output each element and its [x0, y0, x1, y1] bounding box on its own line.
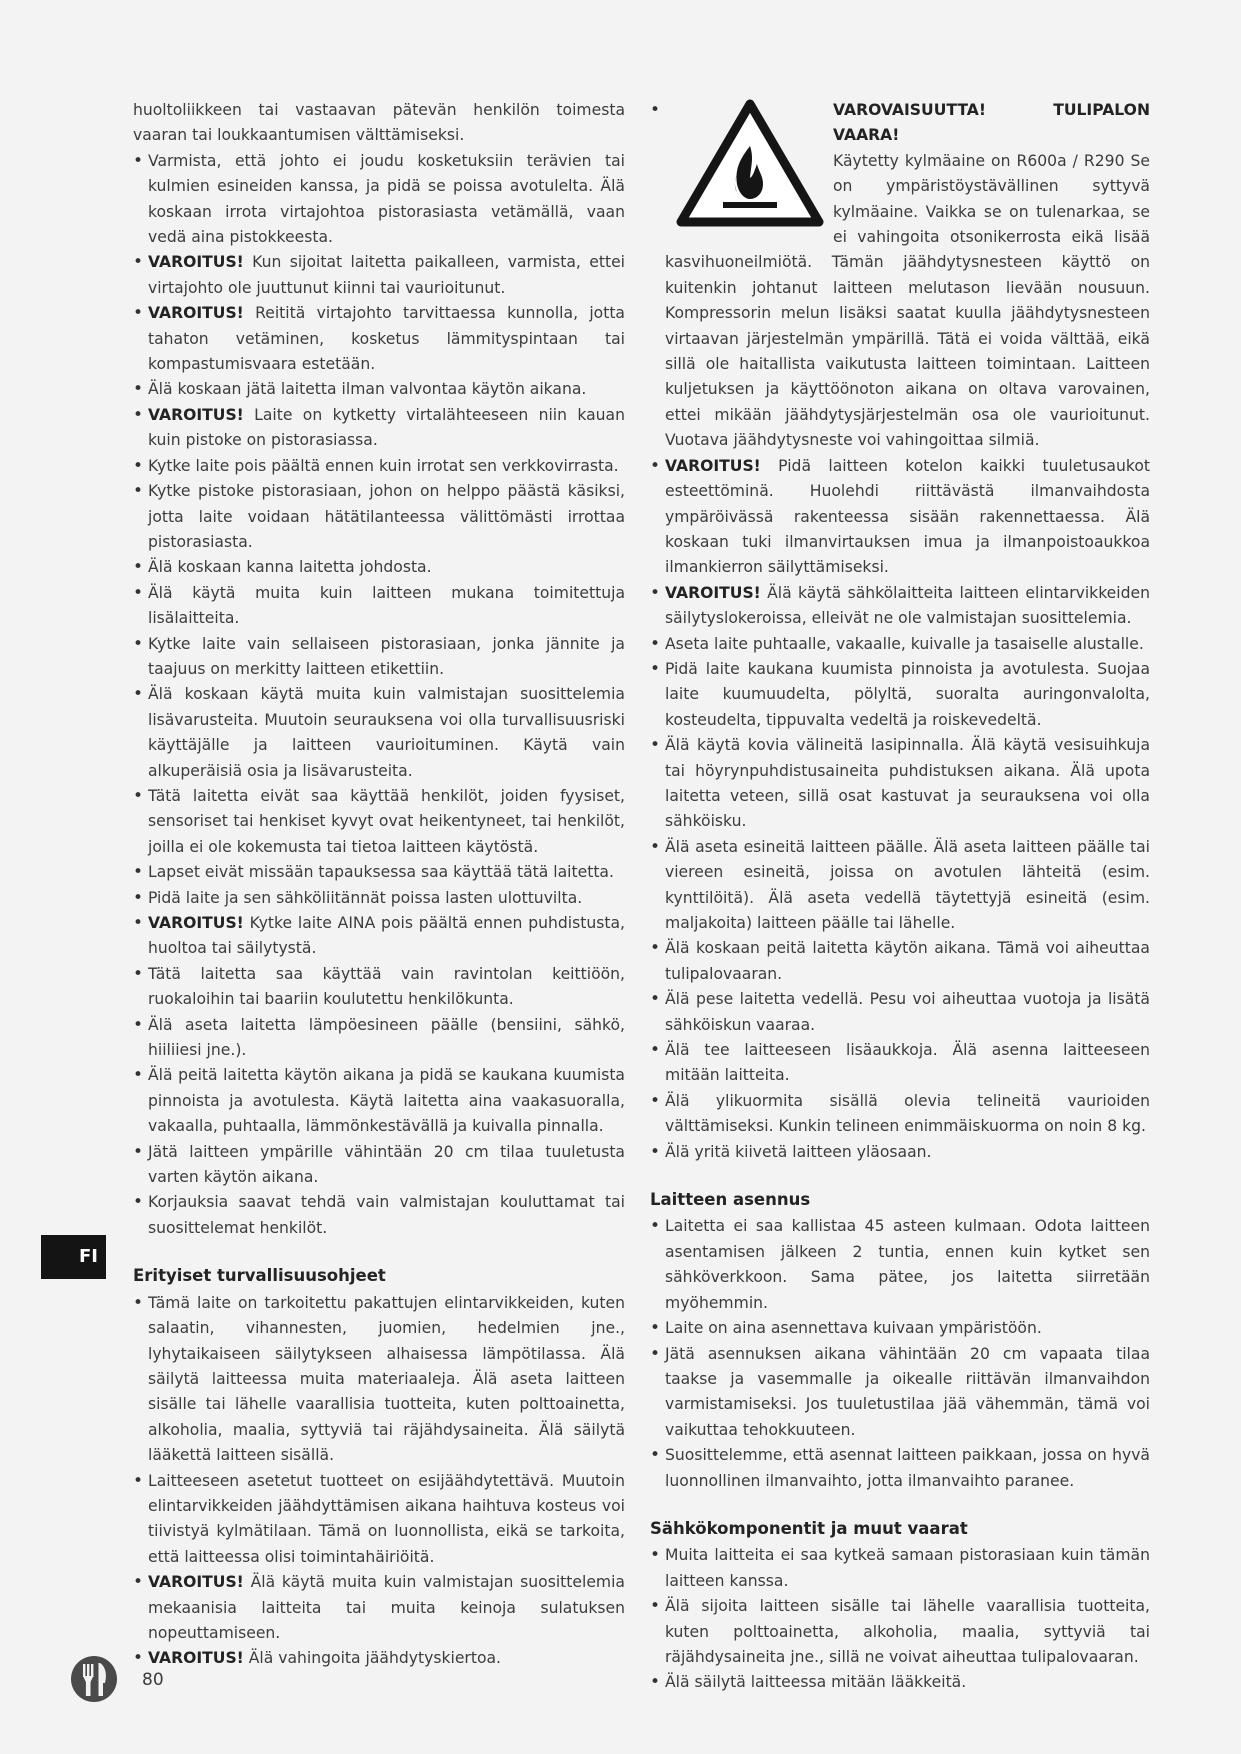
list-item-text: Älä koskaan kanna laitetta johdosta. — [148, 558, 432, 577]
safety-list — [133, 149, 625, 1241]
fire-caution-block — [650, 98, 1150, 454]
list-item — [650, 1140, 1150, 1165]
list-item-text: Tätä laitetta saa käyttää vain ravintolan keittiöön, ruokaloihin tai baariin koulutettu henkilökunta. — [148, 964, 625, 1009]
list-item-text: Älä koskaan käytä muita kuin valmistajan suosittelemia lisävarusteita. Muutoin seurauksena voi olla turvallisuusriski käyttäjälle ja laitteen vaurioituminen. Käytä vain alkuperäisiä osia ja lisävarusteita. — [148, 685, 625, 780]
list-item-text: Älä aseta laitetta lämpöesineen päälle (bensiini, sähkö, hiiliiesi jne.). — [148, 1015, 625, 1060]
list-item — [650, 454, 1150, 581]
list-item-text: Älä käytä kovia välineitä lasipinnalla. Älä käytä vesisuihkuja tai höyrynpuhdistusaineita puhdistuksen aikana. Älä upota laitetta veteen, sillä osat kastuvat ja seurauksena voi olla sähköisku. — [665, 736, 1150, 831]
list-item-text: Laite on aina asennettava kuivaan ympäristöön. — [665, 1319, 1042, 1338]
list-item — [133, 1190, 625, 1241]
list-item-text: Pidä laite kaukana kuumista pinnoista ja avotulesta. Suojaa laite kuumuudelta, pölyltä, suoralta auringonvalolta, kosteudelta, tippuvalta vedeltä ja roiskevedeltä. — [665, 659, 1150, 729]
caution-title: • VAROVAISUUTTA! TULIPALON VAARA! — [833, 101, 1150, 145]
warning-label: VAROITUS! — [148, 405, 244, 424]
list-item — [133, 682, 625, 784]
list-item — [133, 377, 625, 402]
list-item — [650, 632, 1150, 657]
list-item — [650, 1443, 1150, 1494]
installation-list — [650, 1214, 1150, 1493]
list-item — [133, 1469, 625, 1571]
list-item — [650, 936, 1150, 987]
list-item-text: Varmista, että johto ei joudu kosketuksiin terävien tai kulmien esineiden kanssa, ja pidä se poissa avotulelta. Älä koskaan irrota virtajohtoa pistorasiasta vetämällä, vaan vedä aina pistokkeesta. — [148, 151, 625, 247]
list-item-text: Jätä asennuksen aikana vähintään 20 cm vapaata tilaa taakse ja vasemmalle ja oikealle riittävän ilmanvaihdon varmistamiseksi. Jos tuuletustilaa jää vähemmän, tämä voi vaikuttaa tehokkuuteen. — [665, 1344, 1150, 1439]
list-item-text: Älä tee laitteeseen lisäaukkoja. Älä asenna laitteeseen mitään laitteita. — [665, 1041, 1150, 1085]
list-item — [133, 784, 625, 860]
list-item — [133, 1140, 625, 1191]
list-item — [650, 1038, 1150, 1089]
list-item-text: Älä ylikuormita sisällä olevia telineitä vaurioiden välttämiseksi. Kunkin telineen enimmäiskuorma on noin 8 kg. — [665, 1091, 1150, 1136]
list-item-text: Laitetta ei saa kallistaa 45 asteen kulmaan. Odota laitteen asentamisen jälkeen 2 tuntia, ennen kuin kytket sen sähköverkkoon. Sama pätee, jos laitetta siirretään myöhemmin. — [665, 1217, 1150, 1312]
list-item-text: Korjauksia saavat tehdä vain valmistajan kouluttamat tai suosittelemat henkilöt. — [148, 1193, 625, 1237]
warning-label: VAROITUS! — [148, 1649, 244, 1668]
list-item — [650, 1342, 1150, 1444]
list-item — [650, 1670, 1150, 1695]
warning-label: VAROITUS! — [148, 914, 244, 932]
list-item — [133, 581, 625, 632]
page-number: 80 — [142, 1670, 164, 1690]
list-item — [133, 962, 625, 1013]
list-item — [650, 657, 1150, 733]
list-item-text: Älä pese laitetta vedellä. Pesu voi aiheuttaa vuotoja ja lisätä sähköiskun vaaraa. — [665, 990, 1150, 1034]
list-item — [133, 860, 625, 885]
list-item — [133, 911, 625, 962]
list-item-text: Älä käytä muita kuin valmistajan suosittelemia mekaanisia laitteita tai muita keinoja sulatuksen nopeuttamiseen. — [148, 1573, 625, 1642]
list-item-text: Pidä laite ja sen sähköliitännät poissa lasten ulottuvilta. — [148, 888, 583, 907]
list-item-text: Kun sijoitat laitetta paikalleen, varmista, ettei virtajohto ole juuttunut kiinni tai vaurioitunut. — [148, 253, 625, 297]
list-item — [133, 632, 625, 683]
list-item — [650, 835, 1150, 937]
list-item — [133, 454, 625, 479]
warning-label: VAROITUS! — [665, 456, 761, 475]
list-item-text: Tämä laite on tarkoitettu pakattujen elintarvikkeiden, kuten salaatin, vihannesten, juomien, hedelmien jne., lyhytaikaiseen säilytykseen alhaisessa lämpötilassa. Älä säilytä laitteessa muita materiaaleja. Älä aseta laitteen sisälle tai lähelle vaarallisia tuotteita, kuten polttoainetta, alkoholia, maalia, syttyviä tai räjähdysaineita. Älä säilytä lääkettä laitteen sisällä. — [148, 1293, 625, 1465]
list-item — [650, 1316, 1150, 1341]
list-item-text: Älä käytä muita kuin laitteen mukana toimitettuja lisälaitteita. — [148, 583, 625, 628]
list-item-text: Tätä laitetta eivät saa käyttää henkilöt, joiden fyysiset, sensoriset tai henkiset kyvyt ovat heikentyneet, tai henkilöt, joilla ei ole kokemusta tai tietoa laitteen käytöstä. — [148, 786, 625, 856]
list-item-text: Älä yritä kiivetä laitteen yläosaan. — [665, 1142, 932, 1161]
list-item-text: Aseta laite puhtaalle, vakaalle, kuivalle ja tasaiselle alustalle. — [665, 634, 1144, 653]
list-item-text: Kytke laite vain sellaiseen pistorasiaan, jonka jännite ja taajuus on merkitty laitteen etikettiin. — [148, 634, 625, 678]
caution-text: Käytetty kylmäaine on R600a / R290 Se on ympäristöystävällinen syttyvä kylmäaine. Vaikka se on tulenarkaa, se ei vahingoita otsonikerrosta eikä lisää kasvihuoneilmiötä. Tämän jäähdytysnesteen käyttö on kuitenkin johtanut laitteen melutason lievään nousuun. Kompressorin melun lisäksi saatat kuulla jäähdytysnesteen virtaavan järjestelmän ympärillä. Tätä ei voida välttää, eikä sillä ole haitallista vaikutusta laitteen toimintaan. Laitteen kuljetuksen ja käyttöönoton aikana on oltava varovainen, ettei mikään jäähdytysjärjestelmän osa ole vaurioitunut. Vuotava jäähdytysneste voi vahingoittaa silmiä. — [665, 151, 1150, 450]
list-item-text: Älä koskaan jätä laitetta ilman valvontaa käytön aikana. — [148, 380, 587, 399]
list-item — [650, 1089, 1150, 1140]
special-safety-list — [133, 1291, 625, 1672]
list-item-text: Älä sijoita laitteen sisälle tai lähelle vaarallisia tuotteita, kuten polttoainetta, alkoholia, maalia, syttyviä tai räjähdysaineita jne., sillä ne voivat aiheuttaa tulipalovaaran. — [665, 1597, 1150, 1666]
list-item — [133, 1570, 625, 1646]
right-safety-list — [650, 454, 1150, 1165]
left-column — [133, 98, 625, 1672]
list-item-text: Lapset eivät missään tapauksessa saa käyttää tätä laitetta. — [148, 863, 614, 882]
section-title-installation: Laitteen asennus — [650, 1190, 811, 1210]
list-item — [133, 1291, 625, 1469]
list-item-text: Laitteeseen asetetut tuotteet on esijäähdytettävä. Muutoin elintarvikkeiden jäähdyttämisen aikana haihtuva kosteus voi tiivistyä kylmätilaan. Tämä on luonnollista, eikä se tarkoita, että laitteessa olisi toimintahäiriöitä. — [148, 1471, 625, 1566]
list-item — [133, 886, 625, 911]
list-item — [650, 733, 1150, 835]
list-item — [650, 1543, 1150, 1594]
list-item-text: Laite on kytketty virtalähteeseen niin kauan kuin pistoke on pistorasiassa. — [148, 405, 625, 450]
list-item-text: Älä aseta esineitä laitteen päälle. Älä aseta laitteen päälle tai viereen esineitä, joissa on avotulen lähteitä (esim. kynttilöitä). Älä aseta vedellä täytettyjä esineitä (esim. maljakoita) laitteen päälle tai lähelle. — [665, 837, 1150, 932]
list-item — [133, 301, 625, 377]
language-tab: FI — [41, 1235, 106, 1279]
warning-label: VAROITUS! — [148, 1573, 244, 1592]
list-item-text: Älä peitä laitetta käytön aikana ja pidä se kaukana kuumista pinnoista ja avotulesta. Käytä laitetta aina vaakasuoralla, vakaalla, puhtaalla, lämmönkestävällä ja kuivalla pinnalla. — [148, 1066, 625, 1136]
list-item — [133, 555, 625, 580]
fork-knife-icon — [70, 1655, 118, 1703]
list-item-text: Älä koskaan peitä laitetta käytön aikana. Tämä voi aiheuttaa tulipalovaaran. — [665, 939, 1150, 983]
warning-label: VAROITUS! — [665, 583, 761, 602]
section-title-electrical: Sähkökomponentit ja muut vaarat — [650, 1518, 968, 1538]
list-item-text: Reititä virtajohto tarvittaessa kunnolla, jotta tahaton vetäminen, kosketus lämmityspintaan tai kompastumisvaara estetään. — [148, 304, 625, 374]
list-item-text: Pidä laitteen kotelon kaikki tuuletusaukot esteettöminä. Huolehdi riittävästä ilmanvaihdosta ympäröivässä rakenteessa sisään rakennettaessa. Älä koskaan tuki ilmanvirtauksen imua ja ilmanpoistoaukkoa ilmankierron säilyttämiseksi. — [665, 456, 1150, 577]
list-item — [133, 479, 625, 555]
list-item-text: Suosittelemme, että asennat laitteen paikkaan, jossa on hyvä luonnollinen ilmanvaihto, jotta ilmanvaihto paranee. — [665, 1446, 1150, 1490]
list-item — [133, 1063, 625, 1139]
electrical-list — [650, 1543, 1150, 1695]
list-item — [650, 1594, 1150, 1670]
intro-paragraph: huoltoliikkeen tai vastaavan pätevän henkilön toimesta vaaran tai loukkaantumisen välttämiseksi. — [133, 101, 625, 145]
list-item-text: Kytke pistoke pistorasiaan, johon on helppo päästä käsiksi, jotta laite voidaan hätätilanteessa välittömästi irrottaa pistorasiasta. — [148, 482, 625, 551]
list-item — [133, 250, 625, 301]
list-item-text: Kytke laite pois päältä ennen kuin irrotat sen verkkovirrasta. — [148, 456, 619, 475]
right-column — [650, 98, 1150, 1696]
list-item — [650, 987, 1150, 1038]
list-item — [133, 149, 625, 251]
warning-label: VAROITUS! — [148, 304, 244, 323]
list-item-text: Kytke laite AINA pois päältä ennen puhdistusta, huoltoa tai säilytystä. — [148, 914, 625, 958]
list-item-text: Älä käytä sähkölaitteita laitteen elintarvikkeiden säilytyslokeroissa, elleivät ne ole valmistajan suosittelemia. — [665, 583, 1150, 628]
list-item — [133, 1646, 625, 1671]
list-item — [133, 403, 625, 454]
list-item — [650, 1214, 1150, 1316]
flammable-warning-icon — [675, 98, 825, 228]
list-item-text: Älä vahingoita jäähdytyskiertoa. — [243, 1649, 502, 1668]
list-item — [133, 1013, 625, 1064]
list-item-text: Muita laitteita ei saa kytkeä samaan pistorasiaan kuin tämän laitteen kanssa. — [665, 1546, 1150, 1590]
list-item — [650, 581, 1150, 632]
list-item-text: Jätä laitteen ympärille vähintään 20 cm tilaa tuuletusta varten käytön aikana. — [148, 1142, 625, 1187]
section-title-special-safety: Erityiset turvallisuusohjeet — [133, 1266, 386, 1286]
warning-label: VAROITUS! — [148, 253, 244, 272]
list-item-text: Älä säilytä laitteessa mitään lääkkeitä. — [665, 1673, 967, 1692]
